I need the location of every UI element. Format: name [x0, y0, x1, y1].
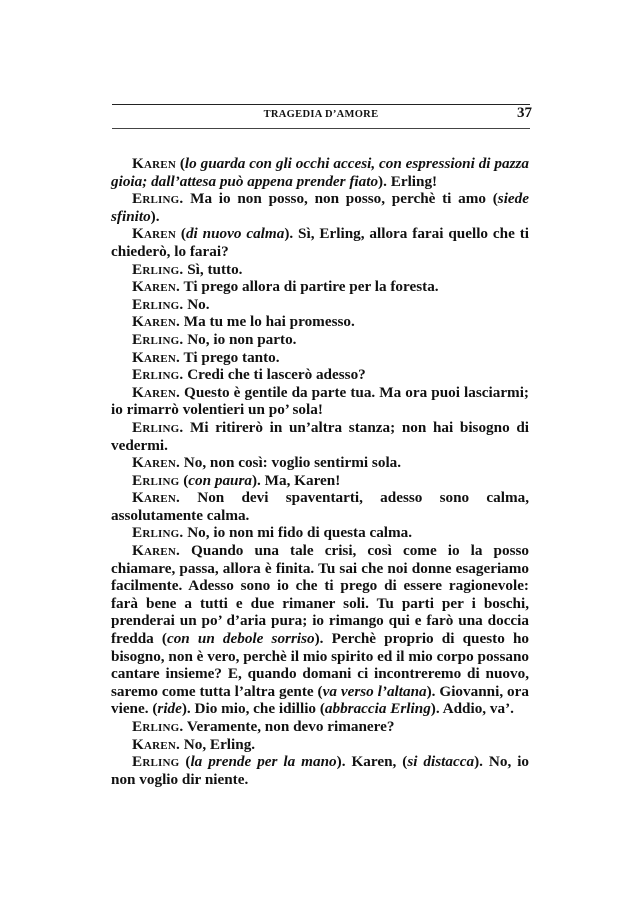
speaker-name: Erling.	[132, 718, 184, 735]
running-header	[112, 104, 530, 126]
dialogue-paragraph	[111, 349, 529, 367]
speaker-name: Erling.	[132, 295, 184, 313]
spoken-line: Quando una tale crisi, così come io la posso chiamare, passa, allora è finita. Tu sai che noi donne esageriamo facilmente. Adesso sono io che ti prego di essere ragionevole: farà bene a tutti e due rimaner soli. Tu parti per i boschi, prenderai un po’ d’aria pura; io rimango qui e farò una doccia fredda (	[111, 542, 529, 648]
stage-direction: abbraccia Erling	[324, 700, 431, 718]
dialogue-text	[111, 155, 529, 788]
spoken-line: ). Karen, (	[336, 753, 408, 771]
dialogue-paragraph	[111, 419, 529, 454]
speaker-name: Karen.	[132, 313, 180, 331]
dialogue-paragraph	[111, 718, 529, 736]
spoken-line: Veramente, non devo rimanere?	[183, 718, 395, 735]
header-rule-bottom	[112, 128, 530, 129]
speaker-name: Erling.	[132, 260, 184, 278]
dialogue-paragraph	[111, 384, 529, 419]
stage-direction: la prende per la mano	[190, 753, 337, 771]
speaker-name: Karen	[132, 155, 176, 172]
spoken-line: (	[179, 471, 189, 489]
spoken-line: (	[179, 753, 191, 771]
stage-direction: lo guarda con gli occhi accesi, con espressioni di pazza gioia; dall’attesa può appena prender fiato	[111, 155, 529, 190]
speaker-name: Erling.	[132, 418, 184, 436]
speaker-name: Erling.	[132, 366, 184, 384]
spoken-line: (	[175, 155, 185, 172]
spoken-line: ). Addio, va’.	[430, 700, 514, 718]
stage-direction: con un debole sorriso	[166, 630, 315, 648]
dialogue-paragraph	[111, 155, 529, 190]
spoken-line: (	[175, 225, 186, 243]
dialogue-paragraph	[111, 313, 529, 331]
spoken-line: ). Sì, Erling, allora farai quello che ti chiederò, lo farai?	[111, 225, 529, 260]
stage-direction: si distacca	[407, 753, 475, 771]
speaker-name: Erling	[132, 753, 180, 771]
spoken-line: No, io non parto.	[183, 330, 297, 348]
speaker-name: Erling.	[132, 330, 184, 348]
spoken-line: ). Giovanni, ora viene. (	[111, 682, 529, 718]
page-number: 37	[517, 105, 532, 121]
spoken-line: ). Perchè proprio di questo ho bisogno, non è vero, perchè il mio spirito ed il mio corpo possano cantare insieme? E, quando domani ci incontreremo di nuovo, saremo come tutta l’altra gente (	[111, 630, 529, 700]
spoken-line: ).	[150, 207, 160, 225]
speaker-name: Karen.	[132, 348, 180, 366]
speaker-name: Karen.	[132, 542, 180, 560]
stage-direction: con paura	[188, 471, 252, 489]
dialogue-paragraph	[111, 331, 529, 349]
stage-direction: di nuovo calma	[185, 225, 285, 243]
speaker-name: Erling	[132, 471, 180, 489]
spoken-line: Sì, tutto.	[183, 260, 243, 278]
speaker-name: Karen.	[132, 489, 180, 507]
spoken-line: Questo è gentile da parte tua. Ma ora puoi lasciarmi; io rimarrò volentieri un po’ sola!	[111, 383, 529, 419]
dialogue-paragraph	[111, 489, 529, 524]
speaker-name: Karen	[132, 225, 176, 243]
dialogue-paragraph	[111, 261, 529, 279]
dialogue-paragraph	[111, 278, 529, 296]
spoken-line: ). Dio mio, che idillio (	[181, 700, 325, 718]
dialogue-paragraph	[111, 753, 529, 788]
spoken-line: Ma tu me lo hai promesso.	[179, 313, 355, 331]
spoken-line: Ti prego tanto.	[179, 348, 280, 366]
spoken-line: ). Erling!	[378, 172, 438, 190]
spoken-line: Credi che ti lascerò adesso?	[183, 366, 366, 384]
spoken-line: No, Erling.	[179, 735, 256, 753]
dialogue-paragraph	[111, 524, 529, 542]
speaker-name: Karen.	[132, 383, 180, 401]
spoken-line: Ma io non posso, non posso, perchè ti amo (	[183, 190, 498, 208]
dialogue-paragraph	[111, 190, 529, 225]
dialogue-paragraph	[111, 472, 529, 490]
spoken-line: Mi ritirerò in un’altra stanza; non hai bisogno di vedermi.	[111, 418, 529, 454]
spoken-line: ). No, io non voglio dir niente.	[111, 753, 530, 788]
dialogue-paragraph	[111, 454, 529, 472]
header-rule-top	[112, 104, 530, 105]
stage-direction: va verso l’altana	[322, 682, 427, 700]
dialogue-paragraph	[111, 736, 529, 754]
spoken-line: No, non così: voglio sentirmi sola.	[179, 454, 402, 472]
dialogue-paragraph	[111, 366, 529, 384]
stage-direction: ride	[157, 700, 182, 718]
spoken-line: No.	[183, 295, 210, 313]
speaker-name: Karen.	[132, 735, 180, 753]
running-title: TRAGEDIA D’AMORE	[263, 109, 379, 120]
speaker-name: Karen.	[132, 454, 180, 472]
spoken-line: Non devi spaventarti, adesso sono calma, assolutamente calma.	[111, 489, 529, 524]
stage-direction: siede sfinito	[111, 190, 529, 225]
dialogue-paragraph	[111, 542, 529, 718]
spoken-line: Ti prego allora di partire per la foresta.	[179, 278, 439, 296]
spoken-line: No, io non mi fido di questa calma.	[183, 524, 413, 542]
dialogue-paragraph	[111, 225, 529, 260]
speaker-name: Erling.	[132, 524, 184, 542]
dialogue-paragraph	[111, 296, 529, 314]
speaker-name: Erling.	[132, 190, 184, 208]
speaker-name: Karen.	[132, 278, 180, 296]
spoken-line: ). Ma, Karen!	[251, 471, 341, 489]
